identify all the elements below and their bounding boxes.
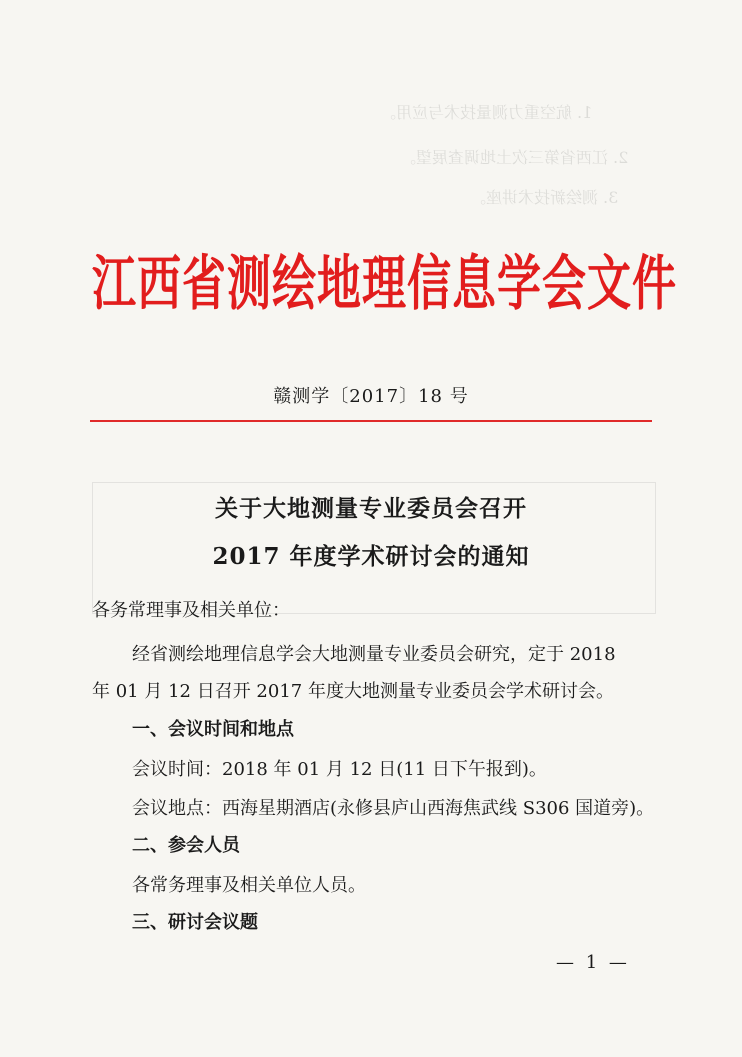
bleed-through-text: 3. 测绘新技术讲座。	[470, 188, 619, 207]
meeting-place: 会议地点：西海星期酒店(永修县庐山西海焦武线 S306 国道旁)。	[132, 798, 655, 819]
notice-title-line-2: 2017 年度学术研讨会的通知	[212, 543, 530, 570]
intro-line-2: 年 01 月 12 日召开 2017 年度大地测量专业委员会学术研讨会。	[92, 681, 614, 702]
page-number: — 1 —	[556, 952, 630, 973]
bleed-through-text: 2. 江西省第三次土地调查展望。	[400, 148, 629, 167]
section-heading-time-place: 一、会议时间和地点	[132, 719, 294, 740]
section-heading-topics: 三、研讨会议题	[132, 912, 258, 933]
bleed-through-text: 1. 航空重力测量技术与应用。	[380, 103, 593, 122]
notice-title-line-1: 关于大地测量专业委员会召开	[215, 495, 527, 522]
meeting-time: 会议时间：2018 年 01 月 12 日(11 日下午报到)。	[132, 759, 547, 780]
section-heading-attendees: 二、参会人员	[132, 835, 240, 856]
salutation: 各务常理事及相关单位：	[92, 600, 290, 621]
document-number: 赣测学〔2017〕18 号	[273, 386, 469, 407]
attendees-text: 各常务理事及相关单位人员。	[132, 875, 366, 896]
org-header-title: 江西省测绘地理信息学会文件	[92, 249, 677, 319]
intro-line-1: 经省测绘地理信息学会大地测量专业委员会研究，定于 2018	[132, 644, 616, 665]
red-divider-line	[90, 420, 652, 422]
